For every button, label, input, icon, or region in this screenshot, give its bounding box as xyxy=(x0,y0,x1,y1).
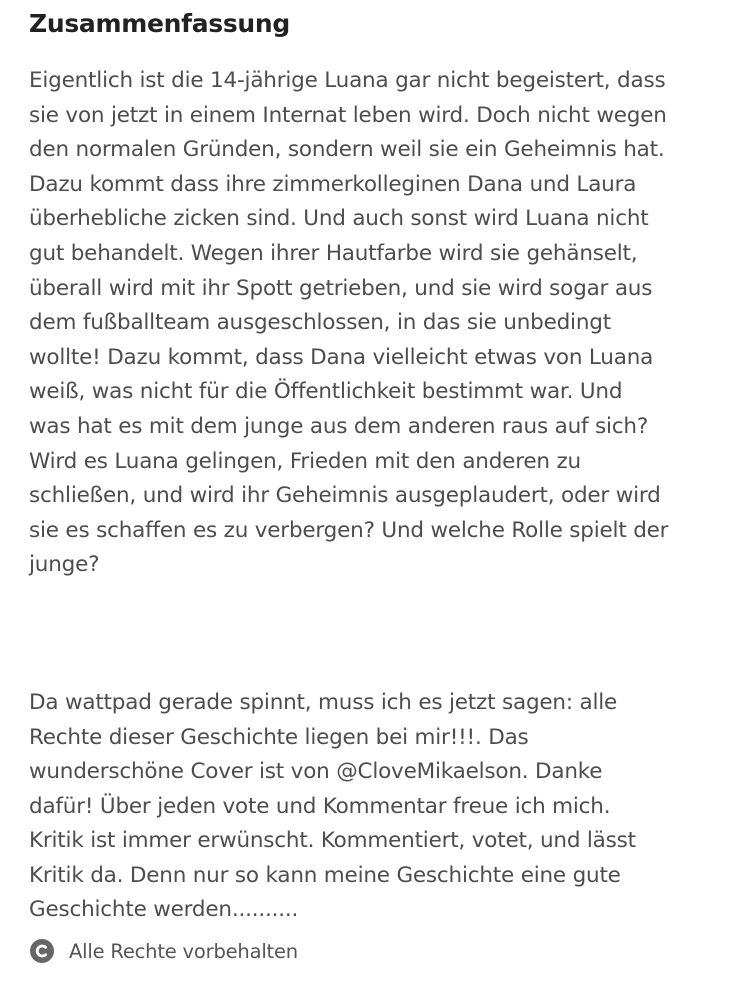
copyright-row xyxy=(29,936,298,966)
story-description xyxy=(29,64,729,928)
summary-title: Zusammenfassung xyxy=(29,9,291,38)
description-paragraph-story: Eigentlich ist die 14-jährige Luana gar nicht begeistert, dass sie von jetzt in einem Internat leben wird. Doch nicht wegen den normalen Gründen, sondern weil sie ein Geheimnis hat. Dazu kommt dass ihre zimmerkolleginen Dana und Laura überhebliche zicken sind. Und auch sonst wird Luana nicht gut behandelt. Wegen ihrer Hautfarbe wird sie gehänselt, überall wird mit ihr Spott getrieben, und sie wird sogar aus dem fußballteam ausgeschlossen, in das sie unbedingt wollte! Dazu kommt, dass Dana vielleicht etwas von Luana weiß, was nicht für die Öffentlichkeit bestimmt war. Und was hat es mit dem junge aus dem anderen raus auf sich? Wird es Luana gelingen, Frieden mit den anderen zu schließen, und wird ihr Geheimnis ausgeplaudert, oder wird sie es schaffen es zu verbergen? Und welche Rolle spielt der junge? xyxy=(29,68,669,578)
copyright-icon xyxy=(29,938,55,964)
description-paragraph-notice: Da wattpad gerade spinnt, muss ich es jetzt sagen: alle Rechte dieser Geschichte liegen bei mir!!!. Das wunderschöne Cover ist von @CloveMikaelson. Danke dafür! Über jeden vote und Kommentar freue ich mich. Kritik ist immer erwünscht. Kommentiert, votet, und lässt Kritik da. Denn nur so kann meine Geschichte eine gute Geschichte werden.......... xyxy=(29,689,636,923)
copyright-label: Alle Rechte vorbehalten xyxy=(69,939,298,963)
